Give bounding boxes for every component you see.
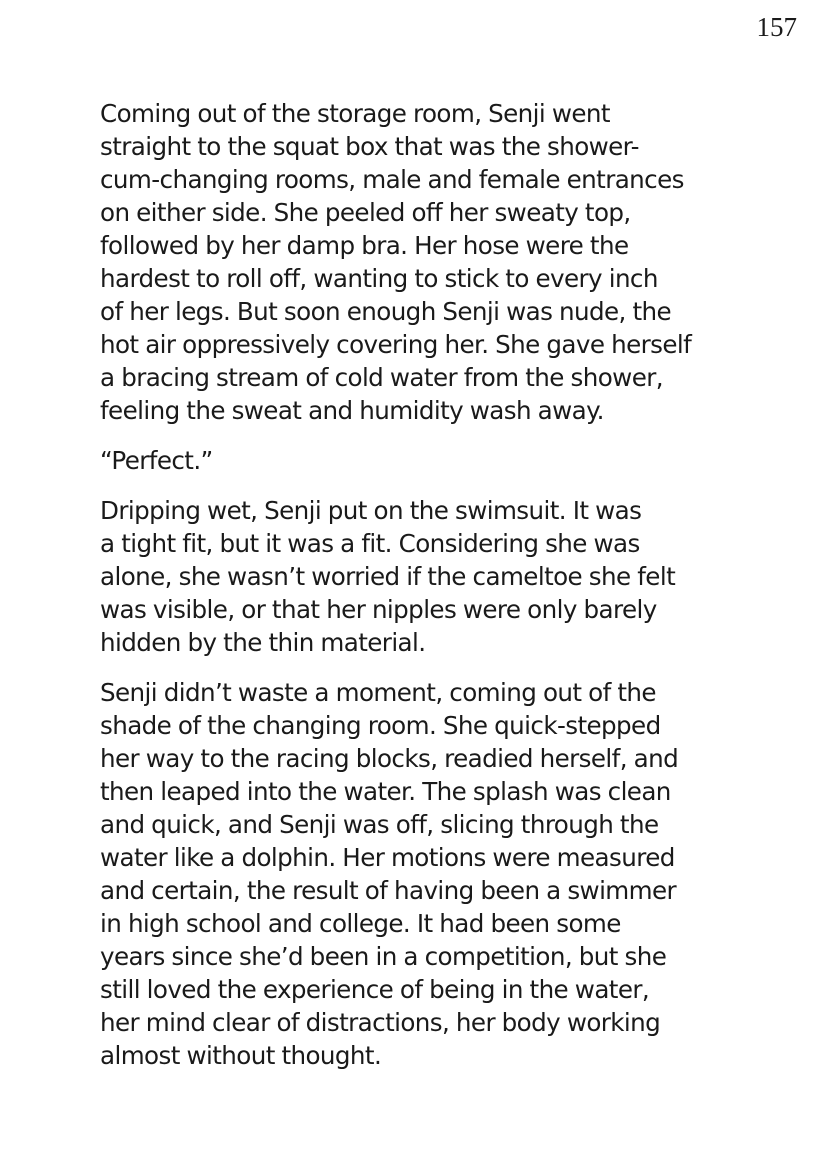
text-line: a bracing stream of cold water from the shower, xyxy=(100,363,663,392)
text-line: and quick, and Senji was off, slicing through the xyxy=(100,810,659,839)
text-line: water like a dolphin. Her motions were measured xyxy=(100,843,675,872)
text-line: straight to the squat box that was the shower- xyxy=(100,132,639,161)
text-line: still loved the experience of being in the water, xyxy=(100,975,650,1004)
text-line: on either side. She peeled off her sweaty top, xyxy=(100,198,631,227)
text-line: was visible, or that her nipples were only barely xyxy=(100,595,657,624)
text-line: and certain, the result of having been a swimmer xyxy=(100,876,677,905)
text-line: then leaped into the water. The splash was clean xyxy=(100,777,671,806)
text-line: years since she’d been in a competition, but she xyxy=(100,942,667,971)
text-line: Dripping wet, Senji put on the swimsuit. It was xyxy=(100,496,642,525)
text-line: feeling the sweat and humidity wash away. xyxy=(100,396,604,425)
text-line: alone, she wasn’t worried if the cameltoe she felt xyxy=(100,562,676,591)
paragraph xyxy=(100,494,740,659)
text-line: of her legs. But soon enough Senji was nude, the xyxy=(100,297,672,326)
text-line: hidden by the thin material. xyxy=(100,628,426,657)
text-line: Coming out of the storage room, Senji went xyxy=(100,99,610,128)
text-line: shade of the changing room. She quick-stepped xyxy=(100,711,661,740)
paragraph-dialogue xyxy=(100,444,740,477)
text-line: almost without thought. xyxy=(100,1041,382,1070)
paragraph xyxy=(100,676,740,1072)
text-line: “Perfect.” xyxy=(100,446,213,475)
text-line: her mind clear of distractions, her body working xyxy=(100,1008,661,1037)
text-line: hardest to roll off, wanting to stick to every inch xyxy=(100,264,658,293)
text-line: cum-changing rooms, male and female entrances xyxy=(100,165,684,194)
page-body xyxy=(100,97,740,1089)
text-line: Senji didn’t waste a moment, coming out of the xyxy=(100,678,656,707)
text-line: her way to the racing blocks, readied herself, and xyxy=(100,744,679,773)
paragraph xyxy=(100,97,740,427)
text-line: hot air oppressively covering her. She gave herself xyxy=(100,330,692,359)
page-number: 157 xyxy=(756,12,797,42)
text-line: in high school and college. It had been some xyxy=(100,909,621,938)
text-line: followed by her damp bra. Her hose were the xyxy=(100,231,629,260)
text-line: a tight fit, but it was a fit. Considering she was xyxy=(100,529,640,558)
